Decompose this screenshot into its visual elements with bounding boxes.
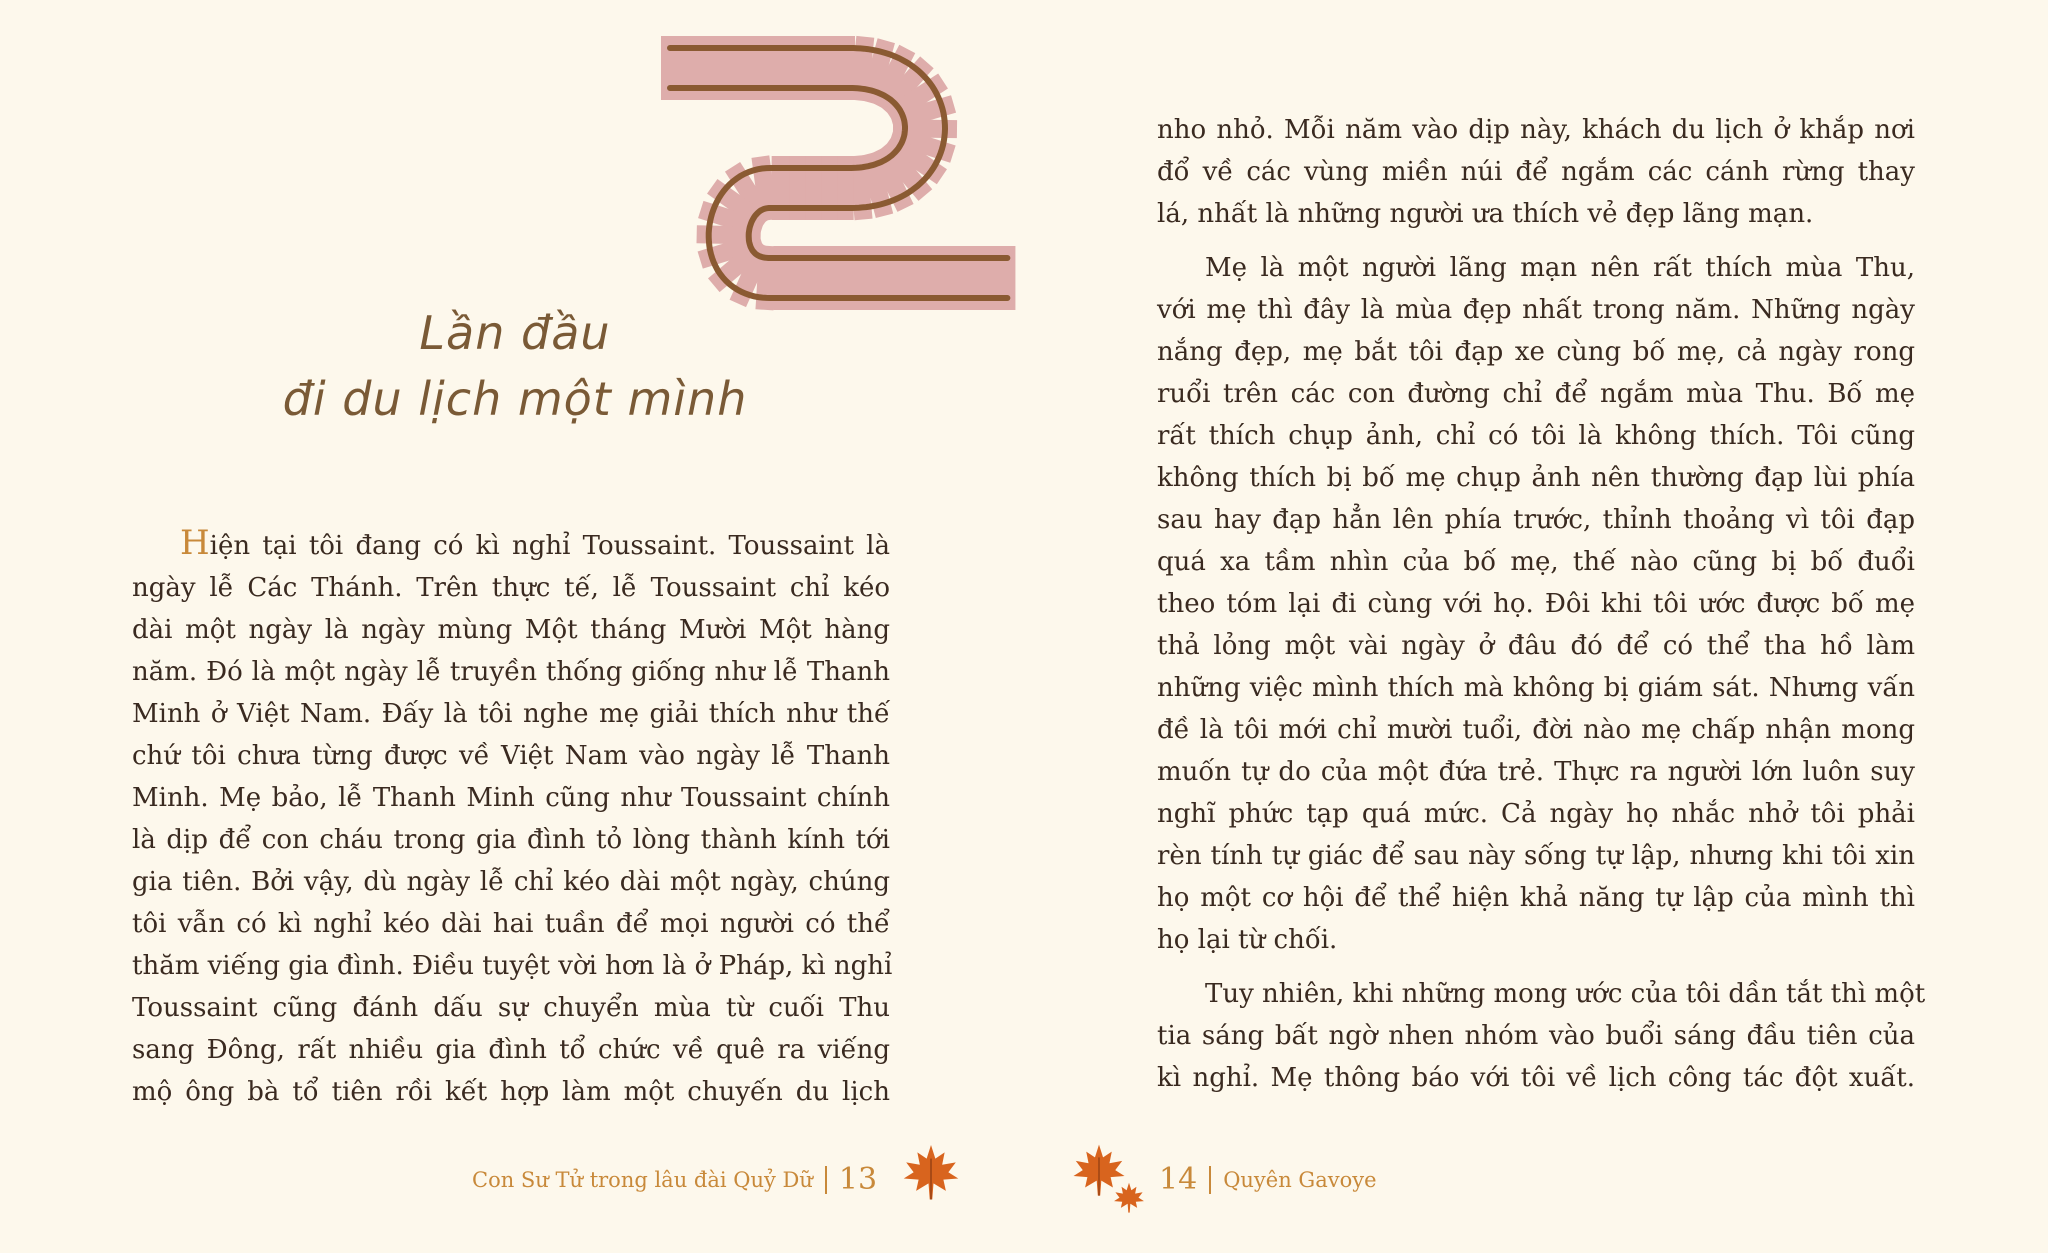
text-line: Hiện tại tôi đang có kì nghỉ Toussaint. Toussaint là: [180, 523, 890, 563]
text-line: theo tóm lại đi cùng với họ. Đôi khi tôi ước được bố mẹ: [1157, 589, 1915, 619]
footer-divider: [1209, 1166, 1211, 1194]
text-line: thả lỏng một vài ngày ở đâu đó để có thể tha hồ làm: [1157, 631, 1915, 661]
text-line: đề là tôi mới chỉ mười tuổi, đời nào mẹ chấp nhận mong: [1157, 715, 1915, 745]
text-line: thăm viếng gia đình. Điều tuyệt vời hơn là ở Pháp, kì nghỉ: [132, 951, 893, 981]
right-page: [1024, 0, 2048, 1253]
right-body-text: [1157, 109, 1926, 1099]
text-line: nghĩ phức tạp quá mức. Cả ngày họ nhắc nhở tôi phải: [1157, 799, 1915, 829]
text-line: không thích bị bố mẹ chụp ảnh nên thường đạp lùi phía: [1157, 463, 1915, 493]
text-line: nho nhỏ. Mỗi năm vào dịp này, khách du lịch ở khắp nơi: [1157, 115, 1915, 145]
text-line: Minh ở Việt Nam. Đấy là tôi nghe mẹ giải thích như thế: [132, 699, 890, 729]
text-line: chứ tôi chưa từng được về Việt Nam vào ngày lễ Thanh: [132, 741, 890, 771]
right-paragraph: [1157, 247, 1915, 961]
text-line: lá, nhất là những người ưa thích vẻ đẹp lãng mạn.: [1157, 199, 1814, 229]
text-line: Tuy nhiên, khi những mong ước của tôi dần tắt thì một: [1205, 979, 1926, 1009]
chapter-title: [280, 300, 750, 432]
text-line: dài một ngày là ngày mùng Một tháng Mười Một hàng: [132, 615, 890, 645]
page-number: 14: [1159, 1162, 1198, 1197]
book-title: Con Sư Tử trong lâu đài Quỷ Dữ: [472, 1167, 813, 1192]
text-line: họ lại từ chối.: [1157, 925, 1338, 955]
text-line: muốn tự do của một đứa trẻ. Thực ra người lớn luôn suy: [1157, 757, 1915, 787]
page-number: 13: [838, 1162, 878, 1197]
text-line: mộ ông bà tổ tiên rồi kết hợp làm một chuyến du lịch: [132, 1077, 890, 1107]
text-line: Toussaint cũng đánh dấu sự chuyển mùa từ cuối Thu: [132, 993, 890, 1023]
text-line: đổ về các vùng miền núi để ngắm các cánh rừng thay: [1157, 157, 1915, 187]
text-line: những việc mình thích mà không bị giám sát. Nhưng vấn: [1157, 673, 1915, 703]
footer-divider: [825, 1166, 827, 1194]
left-page-footer: [472, 1162, 877, 1197]
text-line: Mẹ là một người lãng mạn nên rất thích mùa Thu,: [1205, 253, 1915, 283]
text-line: với mẹ thì đây là mùa đẹp nhất trong năm. Những ngày: [1157, 295, 1915, 325]
text-line: quá xa tầm nhìn của bố mẹ, thế nào cũng bị bố đuổi: [1157, 547, 1915, 577]
chapter-title-line: đi du lịch một mình: [282, 372, 748, 426]
left-body-text: [132, 522, 893, 1113]
text-line: tia sáng bất ngờ nhen nhóm vào buổi sáng đầu tiên của: [1157, 1021, 1915, 1051]
text-line: kì nghỉ. Mẹ thông báo với tôi về lịch công tác đột xuất.: [1157, 1063, 1915, 1093]
text-line: năm. Đó là một ngày lễ truyền thống giống như lễ Thanh: [132, 657, 890, 687]
chapter-title-line: Lần đầu: [419, 306, 611, 360]
text-line: ruổi trên các con đường chỉ để ngắm mùa Thu. Bố mẹ: [1157, 379, 1915, 409]
text-line: tôi vẫn có kì nghỉ kéo dài hai tuần để mọi người có thể: [132, 909, 890, 939]
text-line: gia tiên. Bởi vậy, dù ngày lễ chỉ kéo dài một ngày, chúng: [132, 867, 890, 897]
text-line: ngày lễ Các Thánh. Trên thực tế, lễ Toussaint chỉ kéo: [132, 573, 890, 603]
drop-cap: H: [180, 523, 210, 563]
right-page-footer: [1159, 1162, 1377, 1197]
maple-leaf-icon: [900, 1140, 962, 1202]
left-paragraph: [132, 522, 893, 1113]
text-line: nắng đẹp, mẹ bắt tôi đạp xe cùng bố mẹ, cả ngày rong: [1157, 337, 1915, 367]
text-line: sau hay đạp hẳn lên phía trước, thỉnh thoảng vì tôi đạp: [1157, 505, 1915, 535]
right-paragraph: [1157, 973, 1926, 1099]
text-line: Minh. Mẹ bảo, lễ Thanh Minh cũng như Toussaint chính: [132, 783, 890, 813]
right-paragraph: [1157, 109, 1915, 235]
text-line: là dịp để con cháu trong gia đình tỏ lòng thành kính tới: [132, 825, 890, 855]
author-name: Quyên Gavoye: [1223, 1167, 1377, 1192]
text-line: rèn tính tự giác để sau này sống tự lập, nhưng khi tôi xin: [1157, 841, 1915, 871]
text-line: rất thích chụp ảnh, chỉ có tôi là không thích. Tôi cũng: [1157, 421, 1915, 451]
text-line: họ một cơ hội để thể hiện khả năng tự lập của mình thì: [1157, 883, 1915, 913]
text-line: sang Đông, rất nhiều gia đình tổ chức về quê ra viếng: [132, 1035, 890, 1065]
maple-leaf-icon: [1112, 1180, 1146, 1214]
